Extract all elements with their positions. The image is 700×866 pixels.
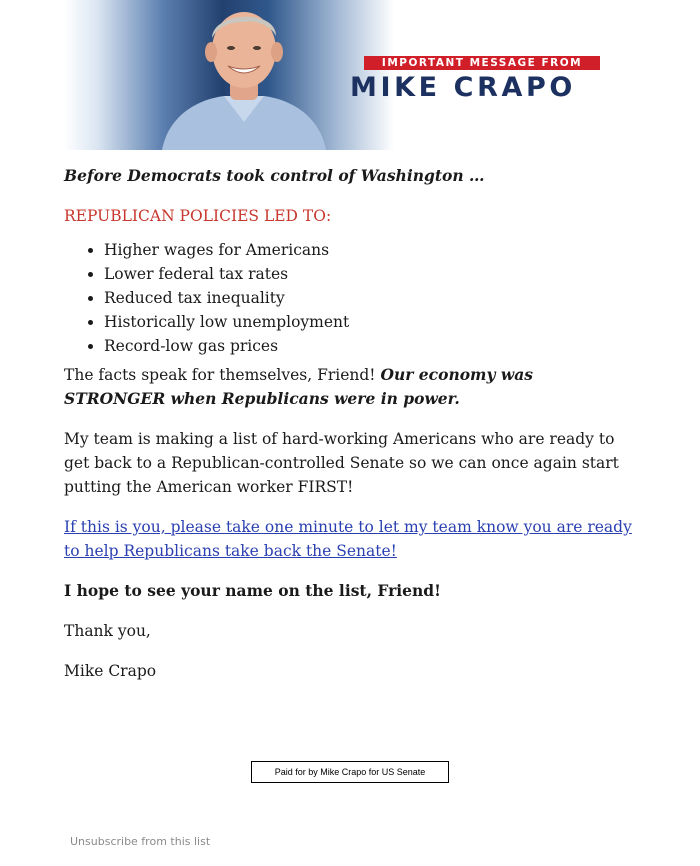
- list-item: • Reduced tax inequality: [104, 286, 634, 310]
- intro-line: Before Democrats took control of Washington …: [64, 166, 485, 185]
- list-item: • Historically low unemployment: [104, 310, 634, 334]
- policies-heading: REPUBLICAN POLICIES LED TO:: [64, 207, 332, 225]
- sender-name-logo: MIKE CRAPO: [350, 72, 576, 103]
- facts-text: The facts speak for themselves, Friend!: [64, 366, 381, 384]
- cta-paragraph: [64, 515, 634, 563]
- cta-link[interactable]: If this is you, please take one minute to let my team know you are ready to help Republicans take back the Senate!: [64, 518, 632, 560]
- list-item: • Lower federal tax rates: [104, 262, 634, 286]
- list-item: • Record-low gas prices: [104, 334, 634, 358]
- important-message-banner: IMPORTANT MESSAGE FROM: [364, 56, 600, 70]
- list-item: • Higher wages for Americans: [104, 238, 634, 262]
- team-paragraph: My team is making a list of hard-working Americans who are ready to get back to a Republican-controlled Senate so we can once again start putting the American worker FIRST!: [64, 430, 619, 496]
- paid-for-disclaimer: Paid for by Mike Crapo for US Senate: [251, 761, 449, 783]
- facts-emphasis: Our economy was STRONGER when Republicans were in power.: [64, 365, 533, 408]
- signature: Mike Crapo: [64, 662, 157, 680]
- email-body: [64, 164, 634, 683]
- thanks-line: Thank you,: [64, 622, 151, 640]
- header-photo: [64, 0, 394, 150]
- unsubscribe-link[interactable]: Unsubscribe from this list: [70, 835, 211, 848]
- hope-line: I hope to see your name on the list, Friend!: [64, 581, 441, 600]
- policies-list: [64, 238, 634, 358]
- facts-paragraph: [64, 363, 634, 411]
- portrait-image: [154, 0, 334, 150]
- email-header: [64, 0, 624, 152]
